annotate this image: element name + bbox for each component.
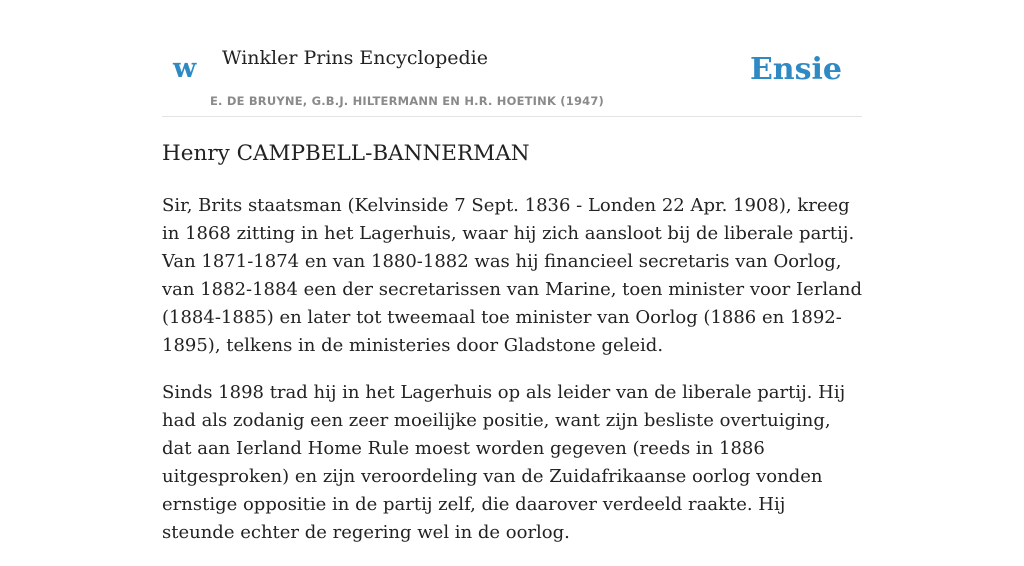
article-body (162, 192, 862, 566)
page-header (162, 0, 862, 117)
publication-authors: E. DE BRUYNE, G.B.J. HILTERMANN EN H.R. HOETINK (1947) (210, 94, 605, 108)
article-paragraph: Sir, Brits staatsman (Kelvinside 7 Sept. 1836 - Londen 22 Apr. 1908), kreeg in 1868 zitting in het Lagerhuis, waar hij zich aansloot bij de liberale partij. Van 1871-1874 en van 1880-1882 was hij financieel secretaris van Oorlog, van 1882-1884 een der secretarissen van Marine, toen minister voor Ierland (1884-1885) en later tot tweemaal toe minister van Oorlog (1886 en 1892-1895), telkens in de ministeries door Gladstone geleid. (162, 195, 862, 356)
winkler-prins-logo[interactable]: w (173, 53, 197, 84)
ensie-logo[interactable]: Ensie (749, 52, 842, 87)
publication-title[interactable]: Winkler Prins Encyclopedie (222, 47, 488, 69)
article-paragraph: Sinds 1898 trad hij in het Lagerhuis op als leider van de liberale partij. Hij had als zodanig een zeer moeilijke positie, want zijn besliste overtuiging, dat aan Ierland Home Rule moest worden gegeven (reeds in 1886 uitgesproken) en zijn veroordeling van de Zuidafrikaanse oorlog vonden ernstige oppositie in de partij zelf, die daarover verdeeld raakte. Hij steunde echter de regering wel in de oorlog. (162, 382, 846, 543)
article-title: Henry CAMPBELL-BANNERMAN (162, 141, 530, 166)
